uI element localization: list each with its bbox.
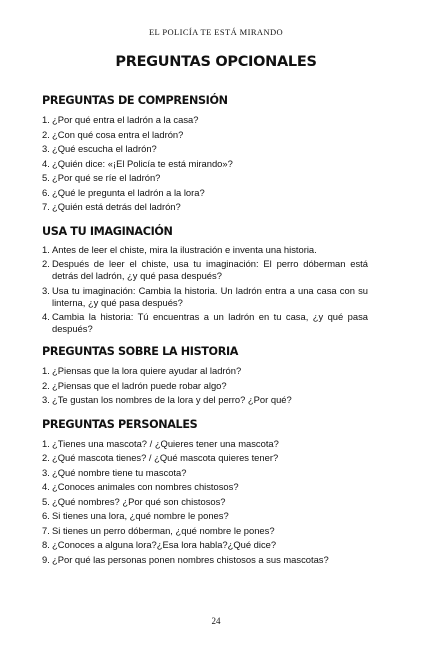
running-head: EL POLICÍA TE ESTÁ MIRANDO (148, 27, 284, 37)
section-comprehension (42, 94, 368, 215)
list-item: 4. ¿Quién dice: «¡El Policía te está mirando»? (42, 157, 233, 169)
page-title: PREGUNTAS OPCIONALES (115, 54, 317, 70)
list-item: 1. ¿Piensas que la lora quiere ayudar al ladrón? (42, 365, 242, 376)
section-story (42, 345, 368, 408)
list-item: 2. ¿Con qué cosa entra el ladrón? (42, 128, 184, 140)
page-number: 24 (211, 616, 221, 626)
list-item: 8. ¿Conoces a alguna lora?¿Esa lora habla?¿Qué dice? (42, 539, 277, 550)
list-item: 6. ¿Qué le pregunta el ladrón a la lora? (42, 186, 205, 198)
section-imagination (42, 225, 368, 336)
section-heading: PREGUNTAS PERSONALES (42, 417, 198, 431)
list-item: 4. ¿Conoces animales con nombres chistosos? (42, 481, 239, 492)
question-list (42, 364, 368, 408)
list-item: 2. Después de leer el chiste, usa tu imaginación: El perro dóberman está detrás del ladrón, ¿y qué pasa después? (42, 258, 368, 281)
list-item: 5. ¿Qué nombres? ¿Por qué son chistosos? (42, 495, 226, 507)
list-item: 4. Cambia la historia: Tú encuentras a un ladrón en tu casa, ¿y qué pasa después? (42, 311, 368, 334)
question-list (42, 437, 368, 568)
list-item: 3. Usa tu imaginación: Cambia la historia. Un ladrón entra a una casa con su linterna, ¿y qué pasa después? (42, 284, 368, 308)
list-item: 5. ¿Por qué se ríe el ladrón? (42, 172, 161, 183)
list-item: 3. ¿Qué nombre tiene tu mascota? (42, 466, 187, 478)
list-item: 9. ¿Por qué las personas ponen nombres chistosos a sus mascotas? (42, 553, 329, 565)
page-body (42, 94, 368, 577)
list-item: 7. ¿Quién está detrás del ladrón? (42, 201, 181, 212)
section-personal (42, 418, 368, 568)
list-item: 2. ¿Qué mascota tienes? / ¿Qué mascota quieres tener? (42, 452, 279, 463)
list-item: 7. Si tienes un perro dóberman, ¿qué nombre le pones? (42, 524, 275, 536)
list-item: 6. Si tienes una lora, ¿qué nombre le pones? (42, 510, 229, 521)
section-heading: PREGUNTAS DE COMPRENSIÓN (42, 94, 228, 107)
list-item: 1. Antes de leer el chiste, mira la ilustración e inventa una historia. (42, 243, 317, 255)
section-heading: PREGUNTAS SOBRE LA HISTORIA (42, 345, 239, 358)
question-list (42, 244, 368, 336)
question-list (42, 113, 368, 215)
list-item: 1. ¿Por qué entra el ladrón a la casa? (42, 114, 199, 125)
list-item: 2. ¿Piensas que el ladrón puede robar algo? (42, 379, 227, 391)
list-item: 1. ¿Tienes una mascota? / ¿Quieres tener una mascota? (42, 437, 279, 449)
section-heading: USA TU IMAGINACIÓN (42, 224, 173, 238)
list-item: 3. ¿Qué escucha el ladrón? (42, 143, 157, 154)
list-item: 3. ¿Te gustan los nombres de la lora y del perro? ¿Por qué? (42, 394, 292, 405)
